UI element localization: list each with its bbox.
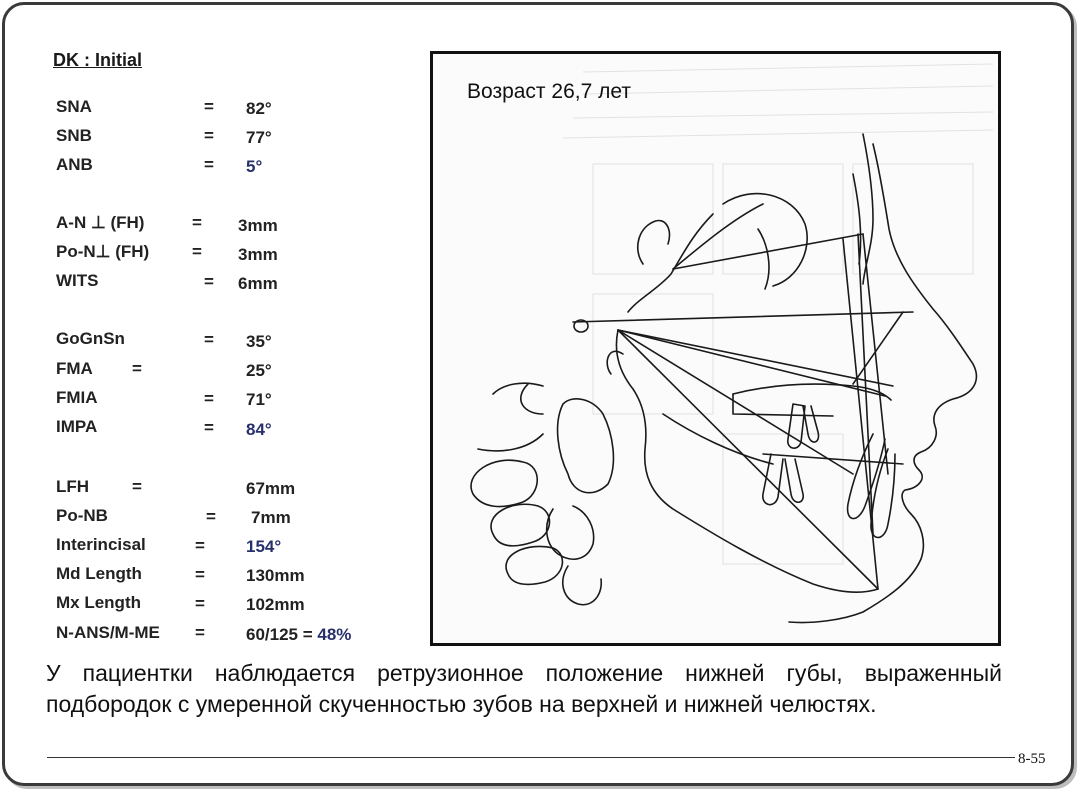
age-label: Возраст 26,7 лет	[467, 80, 631, 103]
value-anb: 5°	[246, 157, 263, 176]
label-mx-length: Mx Length	[56, 593, 141, 612]
ratio-text: 60/125 =	[246, 625, 318, 644]
equals-fmia: =	[204, 389, 214, 408]
equals-a-n-fh: =	[192, 213, 202, 232]
label-fmia: FMIA	[56, 388, 98, 407]
equals-impa: =	[204, 418, 214, 437]
equals-interincisal: =	[195, 536, 205, 555]
tracing-drawing	[433, 54, 998, 643]
value-impa: 84°	[246, 420, 272, 439]
tracing-lines	[471, 134, 976, 623]
value-a-n-fh: 3mm	[238, 216, 278, 235]
label-snb: SNB	[56, 126, 92, 145]
label-interincisal: Interincisal	[56, 535, 146, 554]
label-po-nb: Po-NB	[56, 506, 108, 525]
equals-po-nb: =	[206, 507, 216, 526]
value-gognsn: 35°	[246, 332, 272, 351]
label-impa: IMPA	[56, 417, 98, 436]
label-wits: WITS	[56, 271, 99, 290]
value-md-length: 130mm	[246, 566, 305, 585]
value-wits: 6mm	[238, 274, 278, 293]
equals-fma: =	[132, 359, 142, 378]
label-md-length: Md Length	[56, 564, 142, 583]
value-po-n-fh: 3mm	[238, 245, 278, 264]
equals-wits: =	[204, 272, 214, 291]
label-lfh: LFH	[56, 477, 90, 496]
measurements-title: DK : Initial	[53, 50, 142, 70]
equals-lfh: =	[132, 477, 142, 496]
ratio-percent: 48%	[317, 625, 352, 644]
label-sna: SNA	[56, 97, 92, 116]
value-sna: 82°	[246, 99, 272, 118]
equals-sna: =	[204, 97, 214, 116]
equals-md-length: =	[195, 565, 205, 584]
value-lfh: 67mm	[246, 479, 296, 498]
equals-anb: =	[204, 155, 214, 174]
clinical-caption: У пациентки наблюдается ретрузионное положение нижней губы, выраженный подбородок с умеренной скученностью зубов на верхней и нижней челюстях.	[46, 660, 1002, 717]
label-gognsn: GoGnSn	[56, 329, 125, 348]
value-fmia: 71°	[246, 390, 272, 409]
equals-mx-length: =	[195, 594, 205, 613]
value-fma: 25°	[246, 361, 272, 380]
equals-po-n-fh: =	[192, 242, 202, 261]
label-fma: FMA	[56, 359, 93, 378]
value-po-nb: 7mm	[251, 508, 291, 527]
value-interincisal: 154°	[246, 537, 282, 556]
value-n-ans-m-me	[246, 625, 351, 645]
label-a-n-fh: A-N ⊥ (FH)	[56, 213, 145, 232]
equals-gognsn: =	[204, 330, 214, 349]
equals-n-ans-m-me: =	[195, 623, 205, 642]
label-n-ans-m-me: N-ANS/M-ME	[56, 623, 160, 642]
label-anb: ANB	[56, 155, 93, 174]
value-mx-length: 102mm	[246, 595, 305, 614]
page-number: 8-55	[1018, 751, 1046, 767]
label-po-n-fh: Po-N⊥ (FH)	[56, 242, 150, 261]
value-snb: 77°	[246, 128, 272, 147]
footer-rule	[47, 757, 1015, 758]
cephalometric-tracing	[430, 51, 1001, 646]
equals-snb: =	[204, 126, 214, 145]
